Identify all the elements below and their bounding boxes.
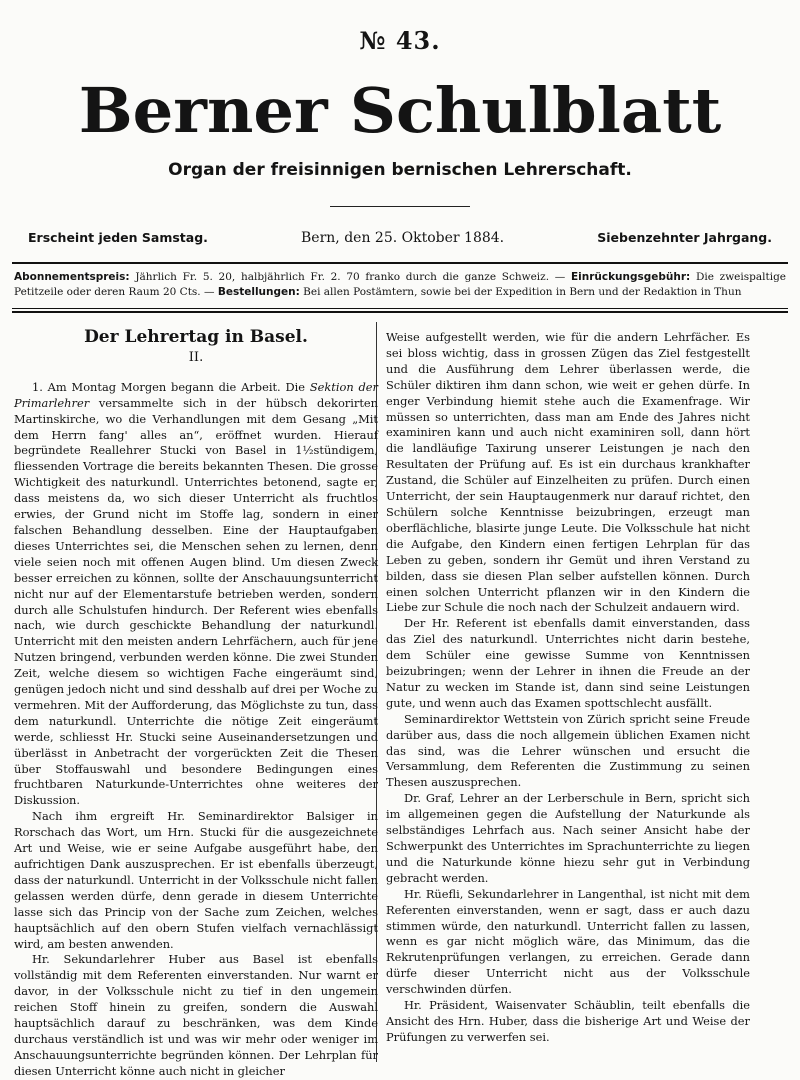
issue-date: Bern, den 25. Oktober 1884. bbox=[301, 230, 505, 246]
article-part: II. bbox=[188, 349, 204, 365]
subscription-info bbox=[14, 270, 786, 300]
subscription-price-label: Abonnementspreis: bbox=[14, 271, 130, 283]
article-paragraph: Hr. Rüefli, Sekundarlehrer in Langenthal, ist nicht mit dem Referenten einverstanden, wenn er sagt, dass er auch dazu stimmen würde, den naturkundl. Unterricht fallen zu lassen, wenn es gar nicht möglich wäre, das Minimum, das die Rekrutenprüfungen verlangen, zu erreichen. Gerade dann dürfe dieser Unterricht nicht aus der Volksschule verschwinden dürfen. bbox=[386, 886, 750, 997]
header-rule-top bbox=[12, 262, 788, 264]
article-paragraph: Dr. Graf, Lehrer an der Lerberschule in Bern, spricht sich im allgemeinen gegen die Aufstellung der Naturkunde als selbständiges Lehrfach aus. Nach seiner Ansicht habe der Schwerpunkt des Unterrichtes im Sprachunterrichte zu liegen und die Naturkunde könne hiezu sehr gut in Verbindung gebracht werden. bbox=[386, 791, 750, 885]
insertion-fee-label: Einrückungsgebühr: bbox=[570, 271, 691, 283]
subscription-price-text: Jährlich Fr. 5. 20, halbjährlich Fr. 2. 70 franko durch die ganze Schweiz. — bbox=[129, 271, 571, 283]
issue-number: № 43. bbox=[359, 26, 441, 55]
publication-frequency: Erscheint jeden Samstag. bbox=[28, 230, 208, 245]
section-name: Sektion der Primarlehrer bbox=[14, 379, 378, 410]
newspaper-subtitle: Organ der freisinnigen bernischen Lehrerschaft. bbox=[168, 160, 632, 180]
paragraph-text: versammelte sich in der hübsch dekorirten Martinskirche, wo die Verhandlungen mit dem Gesang „Mit dem Herrn fang' alles an“, eröffnet wurden. Hierauf begründete Reallehrer Stucki von Basel in 1½stündigem, fliessenden Vortrage die bereits bekannten Thesen. Die grosse Wichtigkeit des naturkundl. Unterrichtes betonend, sagte er, dass meistens da, wo sich dieser Unterricht als fruchtlos erwies, der Grund nicht im Stoffe lag, sondern in einer falschen Behandlung desselben. Eine der Hauptaufgaben dieses Unterrichtes sei, die Menschen sehen zu lernen, denn viele seien noch mit offenen Augen blind. Um diesen Zweck besser erreichen zu können, sollte der Anschauungsunterricht nicht nur auf der Elementarstufe betrieben werden, sondern durch alle Schulstufen hindurch. Der Referent wies ebenfalls nach, wie durch geschickte Behandlung der naturkundl. Unterricht mit den meisten andern Lehrfächern, auch für jene Nutzen bringend, verbunden werden könne. Die zwei Stunden Zeit, welche diesem so wichtigen Fache eingeräumt sind, genügen jedoch nicht und sind desshalb auf drei per Woche zu vermehren. Mit der Aufforderung, das Möglichste zu tun, dass dem naturkundl. Unterrichte die nötige Zeit eingeräumt werde, schliesst Hr. Stucki seine Auseinandersetzungen und überlässt in Anbetracht der vorgerückten Zeit die Thesen über Stoffauswahl und besondere Bedingungen eines fruchtbaren Naturkunde-Unterrichtes ohne weiteres der Diskussion. bbox=[14, 395, 378, 808]
header-rule-bottom bbox=[12, 311, 788, 313]
newspaper-title: Berner Schulblatt bbox=[78, 74, 722, 147]
article-paragraph: Der Hr. Referent ist ebenfalls damit einverstanden, dass das Ziel des naturkundl. Unterrichtes nicht darin bestehe, dem Schüler eine gewisse Summe von Kenntnissen beizubringen; wenn der Lehrer in ihnen die Freude an der Natur zu wecken im Stande ist, dann sind seine Leistungen gute, und wenn auch das Examen spottschlecht ausfällt. bbox=[386, 616, 750, 710]
article-paragraph bbox=[14, 380, 378, 809]
paragraph-text: 1. Am Montag Morgen begann die Arbeit. Die bbox=[32, 379, 310, 394]
orders-label: Bestellungen: bbox=[217, 286, 300, 298]
insertion-fee-text: Die zweispaltige Petitzeile oder deren Raum 20 Cts. — bbox=[14, 271, 786, 298]
header-rule-mid bbox=[12, 308, 788, 309]
article-paragraph: Hr. Präsident, Waisenvater Schäublin, teilt ebenfalls die Ansicht des Hrn. Huber, dass die bisherige Art und Weise der Prüfungen zu verwerfen sei. bbox=[386, 998, 750, 1044]
title-divider bbox=[330, 206, 470, 207]
orders-text: Bei allen Postämtern, sowie bei der Expedition in Bern und der Redaktion in Thun bbox=[299, 286, 742, 298]
column-left bbox=[14, 327, 378, 1080]
article-paragraph: Weise aufgestellt werden, wie für die andern Lehrfächer. Es sei bloss wichtig, dass in grossen Zügen das Ziel festgestellt und die Ausführung dem Lehrer überlassen werde, die Schüler diktiren ihm dann schon, wie weit er gehen dürfe. In enger Verbindung hiemit stehe auch die Examenfrage. Wir müssen so unterrichten, dass man am Ende des Jahres nicht examiniren kann und auch nicht examiniren soll, dann hört die landläufige Taxirung unserer Leistungen je nach den Resultaten der Prüfung auf. Es ist ein durchaus krankhafter Zustand, die Schüler auf Einzelheiten zu prüfen. Durch einen Unterricht, der sein Hauptaugenmerk nur darauf richtet, den Schülern solche Kenntnisse beizubringen, erzeugt man oberflächliche, blasirte junge Leute. Die Volksschule hat nicht die Aufgabe, den Kindern einen fertigen Lehrplan für das Leben zu geben, sondern ihr Gemüt und ihren Verstand zu bilden, dass sie diesen Plan selber aufstellen können. Durch einen solchen Unterricht pflanzen wir in den Kindern die Liebe zur Schule die noch nach der Schulzeit andauern wird. bbox=[386, 330, 750, 615]
article-paragraph: Seminardirektor Wettstein von Zürich spricht seine Freude darüber aus, dass die noch allgemein üblichen Examen nicht das sind, was die Lehrer wünschen und ersucht die Versammlung, dem Referenten die Zustimmung zu seinen Thesen auszusprechen. bbox=[386, 711, 750, 790]
article-paragraph: Hr. Sekundarlehrer Huber aus Basel ist ebenfalls vollständig mit dem Referenten einverstanden. Nur warnt er davor, in der Volksschule nicht zu tief in den ungemein reichen Stoff hinein zu greifen, sondern die Auswahl hauptsächlich darauf zu beschränken, was dem Kinde durchaus verständlich ist und was wir mehr oder weniger im Anschauungsunterrichte begründen können. Der Lehrplan für diesen Unterricht könne auch nicht in gleicher bbox=[14, 952, 378, 1078]
volume-label: Siebenzehnter Jahrgang. bbox=[597, 230, 772, 245]
column-right bbox=[386, 330, 750, 1046]
article-title: Der Lehrertag in Basel. bbox=[84, 327, 308, 347]
article-paragraph: Nach ihm ergreift Hr. Seminardirektor Balsiger in Rorschach das Wort, um Hrn. Stucki für die ausgezeichnete Art und Weise, wie er seine Aufgabe ausgeführt habe, den aufrichtigen Dank auszusprechen. Er ist ebenfalls überzeugt, dass der naturkundl. Unterricht in der Volksschule nicht fallen gelassen werden dürfe, denn gerade in diesem Unterrichte lasse sich das Princip von der Sache zum Zeichen, welches hauptsächlich auf den obern Stufen vielfach vernachlässigt wird, am besten anwenden. bbox=[14, 809, 378, 951]
dateline-bar bbox=[28, 230, 772, 246]
